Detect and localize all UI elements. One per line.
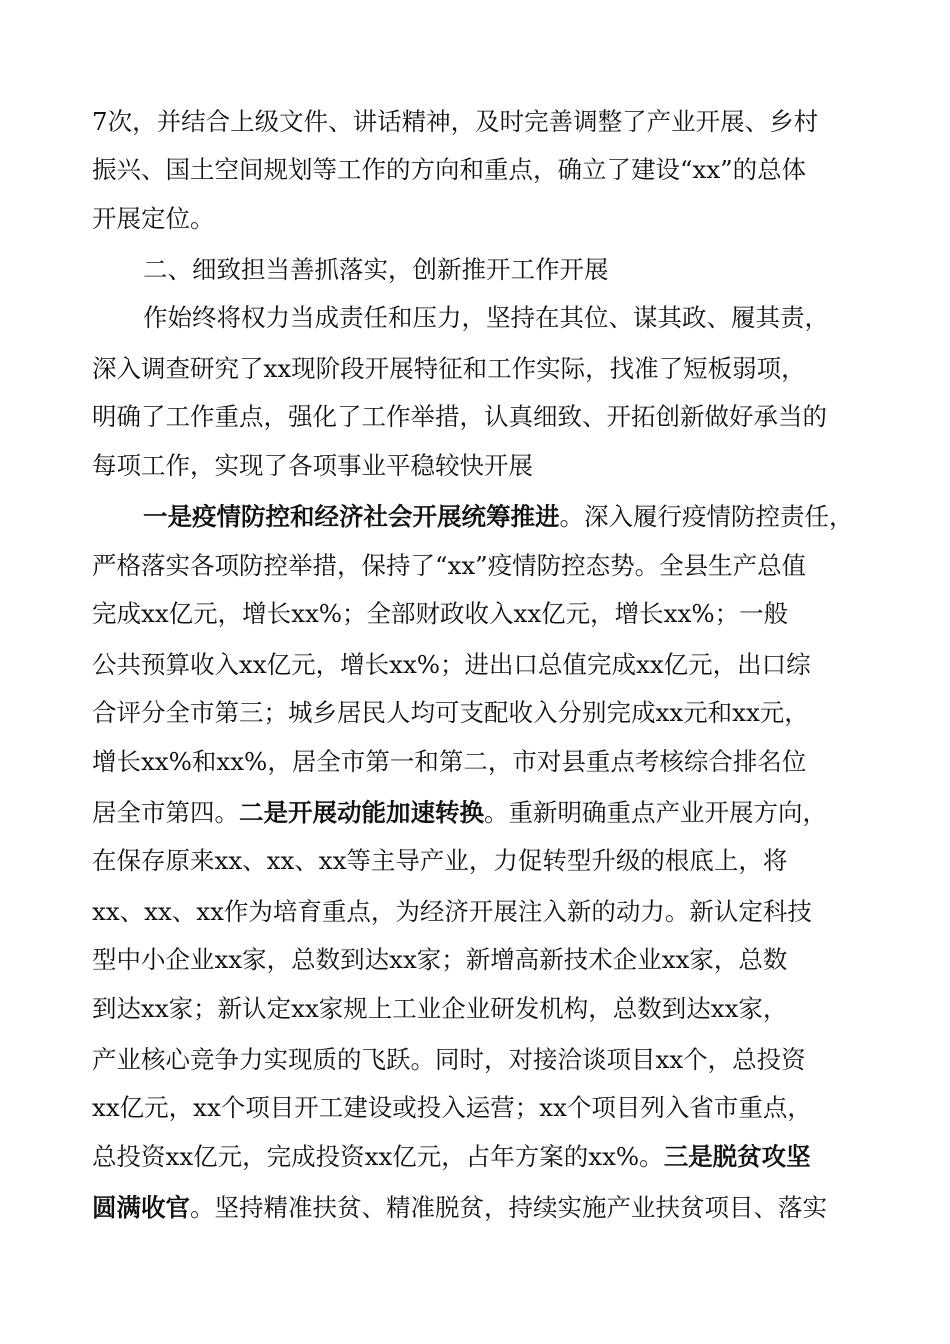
- paragraph-line: [92, 1192, 827, 1224]
- paragraph-line: [92, 1141, 811, 1173]
- bold-lead-3-cont: 圆满收官: [92, 1193, 190, 1222]
- text-line: 振兴、国土空间规划等工作的方向和重点，确立了建设“xx”的总体: [92, 155, 807, 184]
- text-run: 总投资xx亿元，完成投资xx亿元，占年方案的xx%。: [92, 1142, 664, 1171]
- text-line: xx、xx、xx作为培育重点，为经济开展注入新的动力。新认定科技: [92, 897, 812, 926]
- text-run: 。坚持精准扶贫、精准脱贫，持续实施产业扶贫项目、落实: [190, 1193, 827, 1222]
- text-line: xx亿元，xx个项目开工建设或投入运营；xx个项目列入省市重点，: [92, 1093, 812, 1122]
- text-line: 在保存原来xx、xx、xx等主导产业，力促转型升级的根底上，将: [92, 846, 788, 875]
- text-line: 深入调查研究了xx现阶段开展特征和工作实际，找准了短板弱项，: [92, 354, 806, 383]
- text-line: 开展定位。: [92, 204, 215, 233]
- paragraph-line: [143, 501, 854, 533]
- bold-lead-1: 一是疫情防控和经济社会开展统筹推进: [143, 502, 560, 531]
- text-line: 每项工作，实现了各项事业平稳较快开展: [92, 451, 533, 480]
- text-line: 到达xx家；新认定xx家规上工业企业研发机构，总数到达xx家，: [92, 994, 788, 1023]
- text-line: 型中小企业xx家，总数到达xx家；新增高新技术企业xx家，总数: [92, 945, 788, 974]
- text-run: 。重新明确重点产业开展方向，: [484, 798, 827, 827]
- text-line: 公共预算收入xx亿元，增长xx%；进出口总值完成xx亿元，出口综: [92, 650, 811, 679]
- text-line: 7次，并结合上级文件、讲话精神，及时完善调整了产业开展、乡村: [92, 107, 819, 136]
- text-line: 合评分全市第三；城乡居民人均可支配收入分别完成xx元和xx元，: [92, 698, 809, 727]
- bold-lead-3: 三是脱贫攻坚: [663, 1142, 811, 1171]
- text-line: 严格落实各项防控举措，保持了“xx”疫情防控态势。全县生产总值: [92, 551, 807, 580]
- text-line: 产业核心竞争力实现质的飞跃。同时，对接洽谈项目xx个，总投资: [92, 1045, 806, 1074]
- section-heading: 二、细致担当善抓落实，创新推开工作开展: [143, 255, 609, 284]
- text-line: 作始终将权力当成责任和压力，坚持在其位、谋其政、履其责，: [143, 303, 829, 332]
- text-run: 。深入履行疫情防控责任，: [559, 502, 854, 531]
- text-line: 增长xx%和xx%，居全市第一和第二，市对县重点考核综合排名位: [92, 747, 807, 776]
- paragraph-line: [92, 797, 827, 829]
- text-run: 居全市第四。: [92, 798, 239, 827]
- text-line: 完成xx亿元，增长xx%；全部财政收入xx亿元，增长xx%；一般: [92, 599, 789, 628]
- text-line: 明确了工作重点，强化了工作举措，认真细致、开拓创新做好承当的: [92, 402, 827, 431]
- bold-lead-2: 二是开展动能加速转换: [239, 798, 484, 827]
